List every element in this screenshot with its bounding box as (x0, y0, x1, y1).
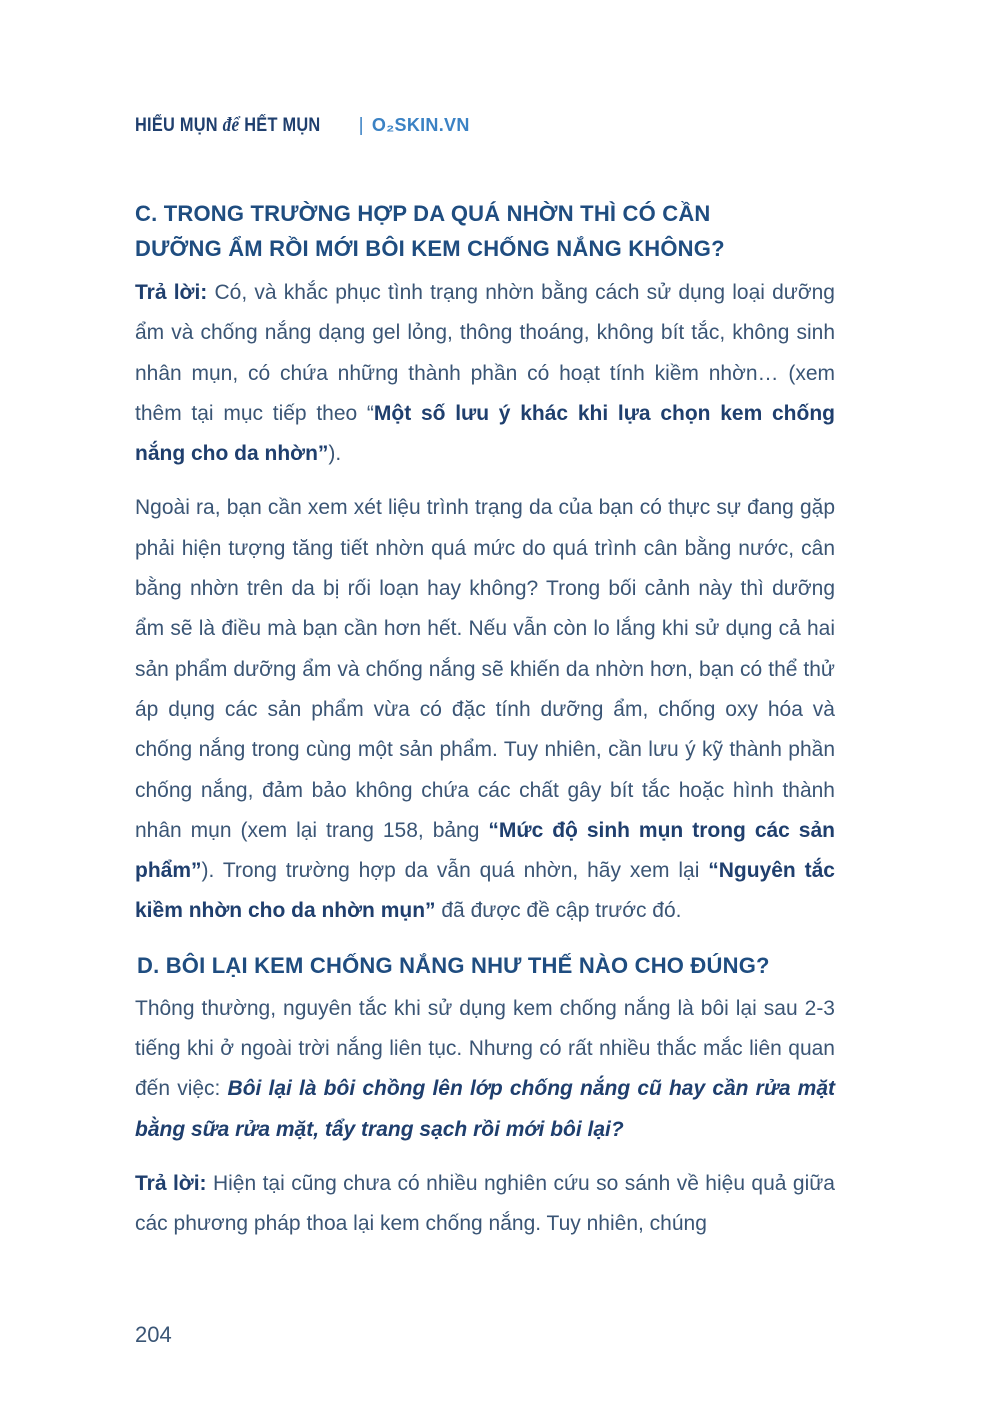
question-text: Bôi lại là bôi chồng lên lớp chống nắng cũ hay cần rửa mặt bằng sữa rửa mặt, tẩy trang sạch rồi mới bôi lại? (135, 1077, 835, 1141)
page-number: 204 (135, 1322, 172, 1347)
reference-principle-title: “Nguyên tắc kiềm nhờn cho da nhờn mụn” (135, 859, 835, 923)
page-content (135, 196, 835, 1245)
header-separator: | (358, 115, 364, 136)
section-c-heading: C. TRONG TRƯỜNG HỢP DA QUÁ NHỜN THÌ CÓ CẦN DƯỠNG ẨM RỒI MỚI BÔI KEM CHỐNG NẮNG KHÔNG? (135, 201, 725, 261)
section-c-answer: Trả lời: Có, và khắc phục tình trạng nhờn bằng cách sử dụng loại dưỡng ẩm và chống nắng dạng gel lỏng, thông thoáng, không bít tắc, không sinh nhân mụn, có chứa những thành phần có hoạt tính kiềm nhờn… (xem thêm tại mục tiếp theo “Một số lưu ý khác khi lựa chọn kem chống nắng cho da nhờn”). (135, 281, 835, 466)
reference-title: Một số lưu ý khác khi lựa chọn kem chống nắng cho da nhờn” (135, 401, 835, 466)
answer-label: Trả lời: (135, 1171, 207, 1195)
section-d-heading: D. BÔI LẠI KEM CHỐNG NẮNG NHƯ THẾ NÀO CHO ĐÚNG? (137, 952, 770, 978)
website-name: O₂SKIN.VN (371, 115, 470, 135)
book-title: HIỂU MỤN để HẾT MỤN (135, 114, 321, 136)
running-header (135, 114, 470, 137)
section-d-paragraph-1: Thông thường, nguyên tắc khi sử dụng kem chống nắng là bôi lại sau 2-3 tiếng khi ở ngoài trời nắng liên tục. Nhưng có rất nhiều thắc mắc liên quan đến việc: Bôi lại là bôi chồng lên lớp chống nắng cũ hay cần rửa mặt bằng sữa rửa mặt, tẩy trang sạch rồi mới bôi lại? (135, 996, 835, 1141)
section-c-paragraph-2: Ngoài ra, bạn cần xem xét liệu trình trạng da của bạn có thực sự đang gặp phải hiện tượng tăng tiết nhờn quá mức do quá trình cân bằng nước, cân bằng nhờn trên da bị rối loạn hay không? Trong bối cảnh này thì dưỡng ẩm sẽ là điều mà bạn cần hơn hết. Nếu vẫn còn lo lắng khi sử dụng cả hai sản phẩm dưỡng ẩm và chống nắng sẽ khiến da nhờn hơn, bạn có thể thử áp dụng các sản phẩm vừa có đặc tính dưỡng ẩm, chống oxy hóa và chống nắng trong cùng một sản phẩm. Tuy nhiên, cần lưu ý kỹ thành phần chống nắng, đảm bảo không chứa các chất gây bít tắc hoặc hình thành nhân mụn (xem lại trang 158, bảng “Mức độ sinh mụn trong các sản phẩm”). Trong trường hợp da vẫn quá nhờn, hãy xem lại “Nguyên tắc kiềm nhờn cho da nhờn mụn” đã được đề cập trước đó. (135, 496, 835, 923)
section-d-answer: Trả lời: Hiện tại cũng chưa có nhiều nghiên cứu so sánh về hiệu quả giữa các phương pháp thoa lại kem chống nắng. Tuy nhiên, chúng (135, 1171, 835, 1236)
reference-table-title: “Mức độ sinh mụn trong các sản phẩm” (135, 818, 835, 883)
answer-label: Trả lời: (135, 281, 208, 304)
